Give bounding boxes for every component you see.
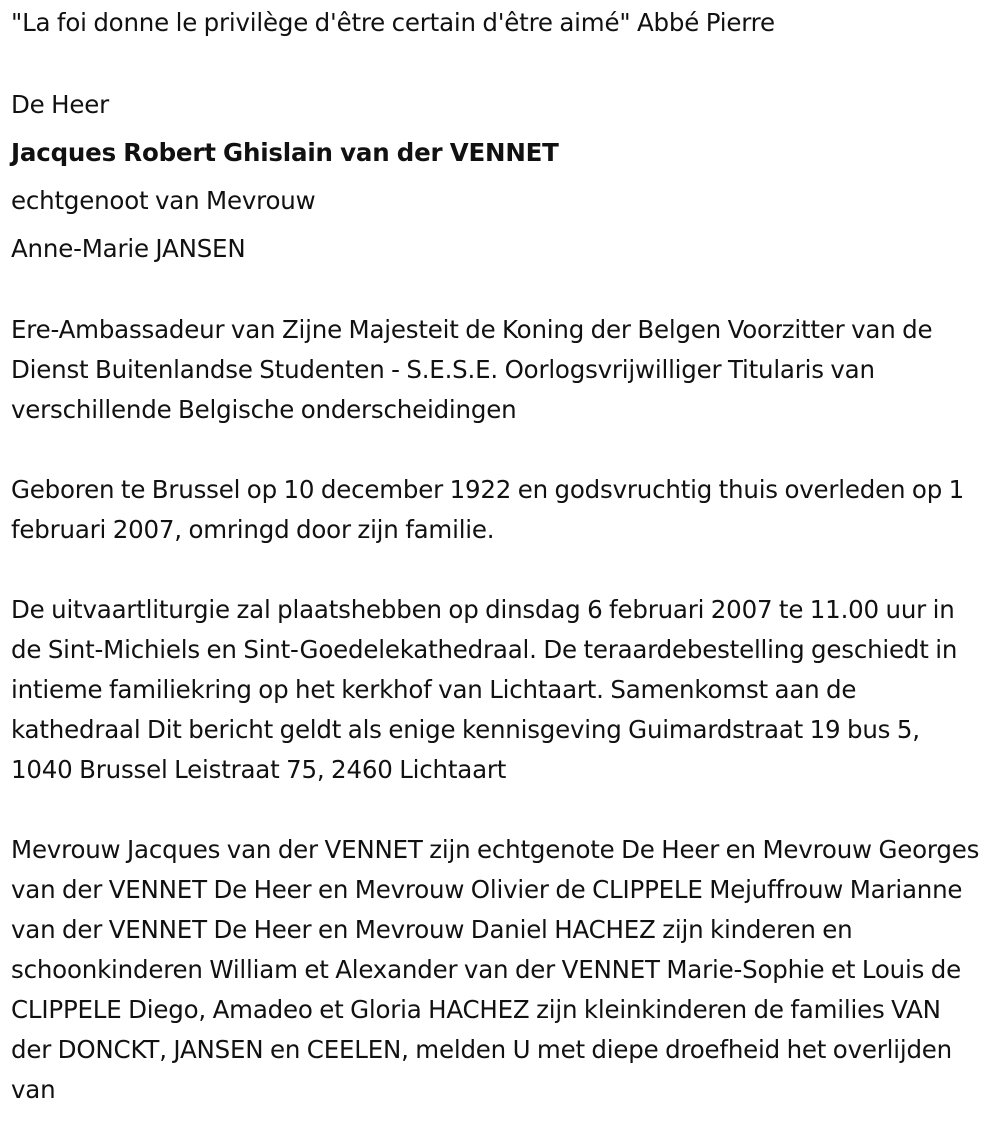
opening-quote: "La foi donne le privilège d'être certain d'être aimé" Abbé Pierre <box>11 8 775 37</box>
birth-death-paragraph: Geboren te Brussel op 10 december 1922 en godsvruchtig thuis overleden op 1 februari 2007, omringd door zijn familie. <box>11 475 965 544</box>
funeral-details-paragraph: De uitvaartliturgie zal plaatshebben op dinsdag 6 februari 2007 te 11.00 uur in de Sint-Michiels en Sint-Goedelekathedraal. De teraardebestelling geschiedt in intieme familiekring op het kerkhof van Lichtaart. Samenkomst aan de kathedraal Dit bericht geldt als enige kennisgeving Guimardstraat 19 bus 5, 1040 Brussel Leistraat 75, 2460 Lichtaart <box>11 595 958 784</box>
deceased-name: Jacques Robert Ghislain van der VENNET <box>11 138 559 167</box>
spouse-name: Anne-Marie JANSEN <box>11 234 246 263</box>
honorific-title: De Heer <box>11 90 109 119</box>
family-announcement-paragraph: Mevrouw Jacques van der VENNET zijn echtgenote De Heer en Mevrouw Georges van der VENNET De Heer en Mevrouw Olivier de CLIPPELE Mejuffrouw Marianne van der VENNET De Heer en Mevrouw Daniel HACHEZ zijn kinderen en schoonkinderen William et Alexander van der VENNET Marie-Sophie et Louis de CLIPPELE Diego, Amadeo et Gloria HACHEZ zijn kleinkinderen de families VAN der DONCKT, JANSEN en CEELEN, melden U met diepe droefheid het overlijden van <box>11 835 980 1104</box>
titles-paragraph: Ere-Ambassadeur van Zijne Majesteit de Koning der Belgen Voorzitter van de Dienst Buitenlandse Studenten - S.E.S.E. Oorlogsvrijwilliger Titularis van verschillende Belgische onderscheidingen <box>11 315 933 424</box>
spouse-label: echtgenoot van Mevrouw <box>11 186 316 215</box>
